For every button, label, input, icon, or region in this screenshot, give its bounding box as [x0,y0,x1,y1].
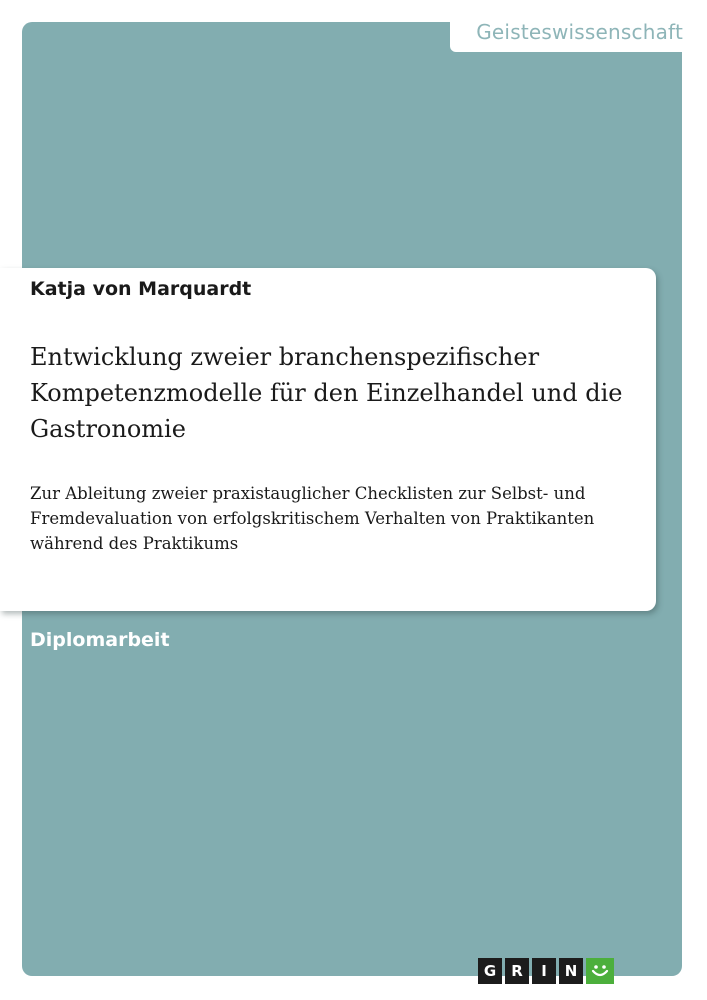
logo-letter-n: N [559,958,583,984]
author-name: Katja von Marquardt [30,278,252,300]
book-title: Entwicklung zweier branchenspezifischer Kompetenzmodelle für den Einzelhandel und die Gastronomie [30,343,623,443]
document-type: Diplomarbeit [30,629,170,651]
smile-icon [586,958,614,984]
logo-letter-r: R [505,958,529,984]
category-label: Geisteswissenschaft [476,20,683,44]
logo-letter-g: G [478,958,502,984]
publisher-logo [478,958,614,984]
logo-letter-i: I [532,958,556,984]
book-subtitle: Zur Ableitung zweier praxistauglicher Checklisten zur Selbst- und Fremdevaluation von erfolgskritischem Verhalten von Praktikanten während des Praktikums [30,484,595,553]
title-card [0,268,656,611]
